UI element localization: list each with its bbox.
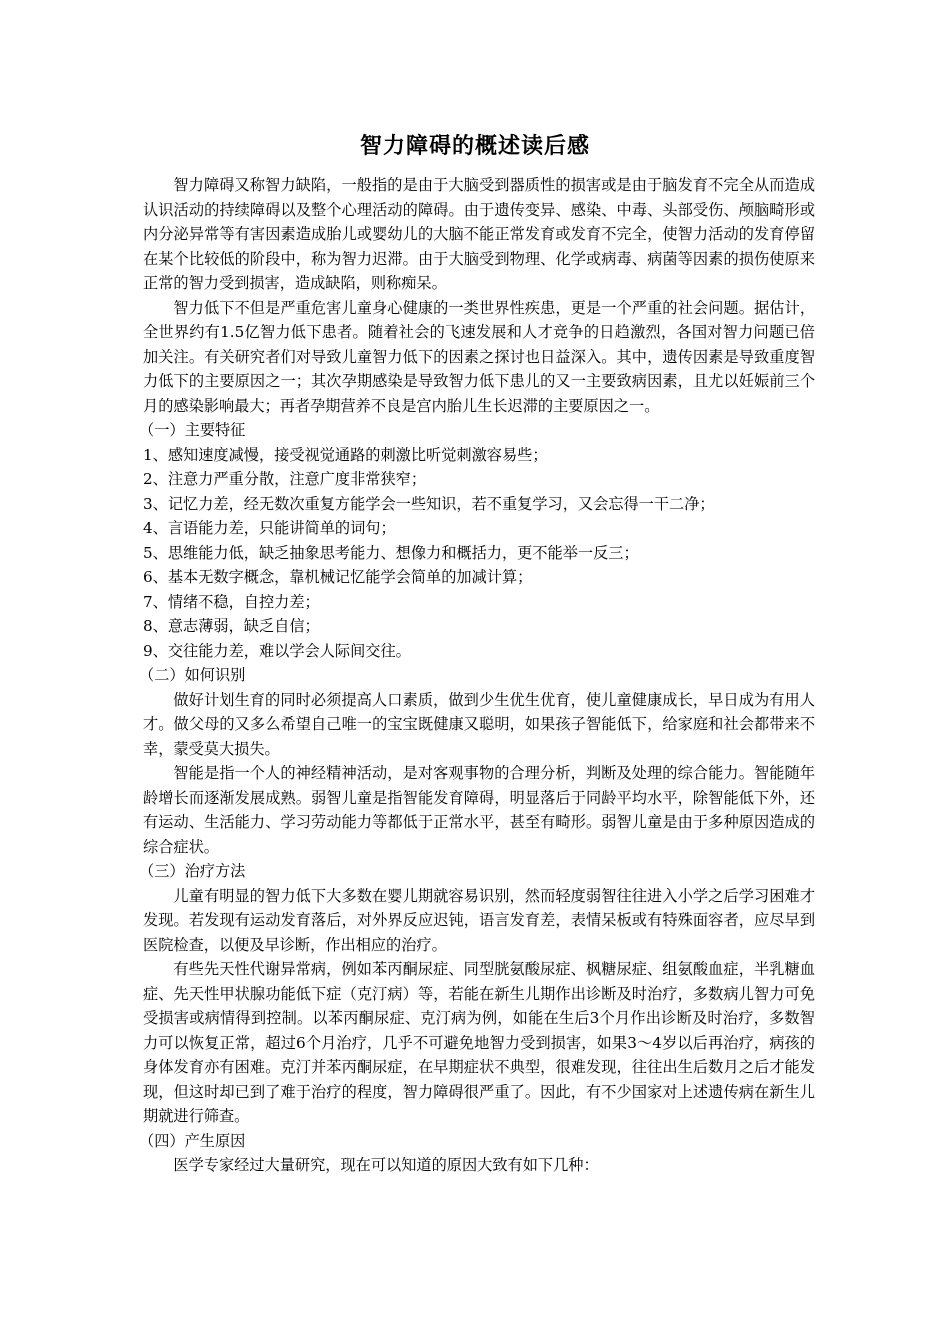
intro-paragraph-2: 智力低下不但是严重危害儿童身心健康的一类世界性疾患，更是一个严重的社会问题。据估计，全世界约有1.5亿智力低下患者。随着社会的飞速发展和人才竞争的日趋激烈，各国对智力问题已倍加关注。有关研究者们对导致儿童智力低下的因素之探讨也日益深入。其中，遗传因素是导致重度智力低下的主要原因之一；其次孕期感染是导致智力低下患儿的又一主要致病因素，且尤以妊娠前三个月的感染影响最大；再者孕期营养不良是宫内胎儿生长迟滞的主要原因之一。 — [143, 298, 815, 415]
treatment-paragraph-2: 有些先天性代谢异常病，例如苯丙酮尿症、同型胱氨酸尿症、枫糖尿症、组氨酸血症，半乳糖血症、先天性甲状腺功能低下症（克汀病）等，若能在新生儿期作出诊断及时治疗，多数病儿智力可免受损害或病情得到控制。以苯丙酮尿症、克汀病为例，如能在生后3个月作出诊断及时治疗，多数智力可以恢复正常，超过6个月治疗，几乎不可避免地智力受到损害，如果3～4岁以后再治疗，病孩的身体发育亦有困难。克汀并苯丙酮尿症，在早期症状不典型，很难发现，往往出生后数月之后才能发现，但这时却已到了难于治疗的程度，智力障碍很严重了。因此，有不少国家对上述遗传病在新生儿期就进行筛查。 — [143, 960, 815, 1125]
section-heading-identify: （二）如何识别 — [139, 666, 246, 684]
identify-paragraph-1: 做好计划生育的同时必须提高人口素质，做到少生优生优育，使儿童健康成长，早日成为有用人才。做父母的又多么希望自己唯一的宝宝既健康又聪明，如果孩子智能低下，给家庭和社会都带来不幸，蒙受莫大损失。 — [143, 690, 815, 758]
list-item: 7、情绪不稳，自控力差； — [143, 592, 320, 611]
section-heading-causes: （四）产生原因 — [139, 1131, 246, 1150]
list-item: 2、注意力严重分散，注意广度非常狭窄； — [143, 470, 427, 488]
list-item: 8、意志薄弱，缺乏自信； — [143, 617, 320, 635]
causes-paragraph-1: 医学专家经过大量研究，现在可以知道的原因大致有如下几种： — [173, 1156, 599, 1174]
list-item: 1、感知速度减慢，接受视觉通路的刺激比听觉刺激容易些； — [143, 445, 548, 464]
identify-paragraph-2: 智能是指一个人的神经精神活动，是对客观事物的合理分析，判断及处理的综合能力。智能随年龄增长而逐渐发展成熟。弱智儿童是指智能发育障碍，明显落后于同龄平均水平，除智能低下外，还有运动、生活能力、学习劳动能力等都低于正常水平，甚至有畸形。弱智儿童是由于多种原因造成的综合症状。 — [143, 764, 815, 856]
list-item: 9、交往能力差，难以学会人际间交往。 — [143, 641, 411, 660]
document-body — [139, 173, 815, 1178]
section-heading-treatment: （三）治疗方法 — [139, 862, 246, 880]
section-heading-features: （一）主要特征 — [139, 421, 246, 439]
treatment-paragraph-1: 儿童有明显的智力低下大多数在婴儿期就容易识别，然而轻度弱智往往进入小学之后学习困难才发现。若发现有运动发育落后，对外界反应迟钝，语言发育差，表情呆板或有特殊面容者，应尽早到医院检查，以便及早诊断，作出相应的治疗。 — [143, 886, 815, 954]
list-item: 4、言语能力差，只能讲简单的词句； — [143, 519, 396, 537]
page-title: 智力障碍的概述读后感 — [359, 134, 590, 159]
list-item: 3、记忆力差，经无数次重复方能学会一些知识，若不重复学习，又会忘得一干二净； — [143, 494, 715, 513]
list-item: 6、基本无数字概念，靠机械记忆能学会简单的加减计算； — [143, 568, 533, 586]
list-item: 5、思维能力低，缺乏抽象思考能力、想像力和概括力，更不能举一反三； — [143, 543, 639, 562]
intro-paragraph-1: 智力障碍又称智力缺陷，一般指的是由于大脑受到器质性的损害或是由于脑发育不完全从而造成认识活动的持续障碍以及整个心理活动的障碍。由于遗传变异、感染、中毒、头部受伤、颅脑畸形或内分泌异常等有害因素造成胎儿或婴幼儿的大脑不能正常发育或发育不完全，使智力活动的发育停留在某个比较低的阶段中，称为智力迟滞。由于大脑受到物理、化学或病毒、病菌等因素的损伤使原来正常的智力受到损害，造成缺陷，则称痴呆。 — [143, 176, 815, 292]
